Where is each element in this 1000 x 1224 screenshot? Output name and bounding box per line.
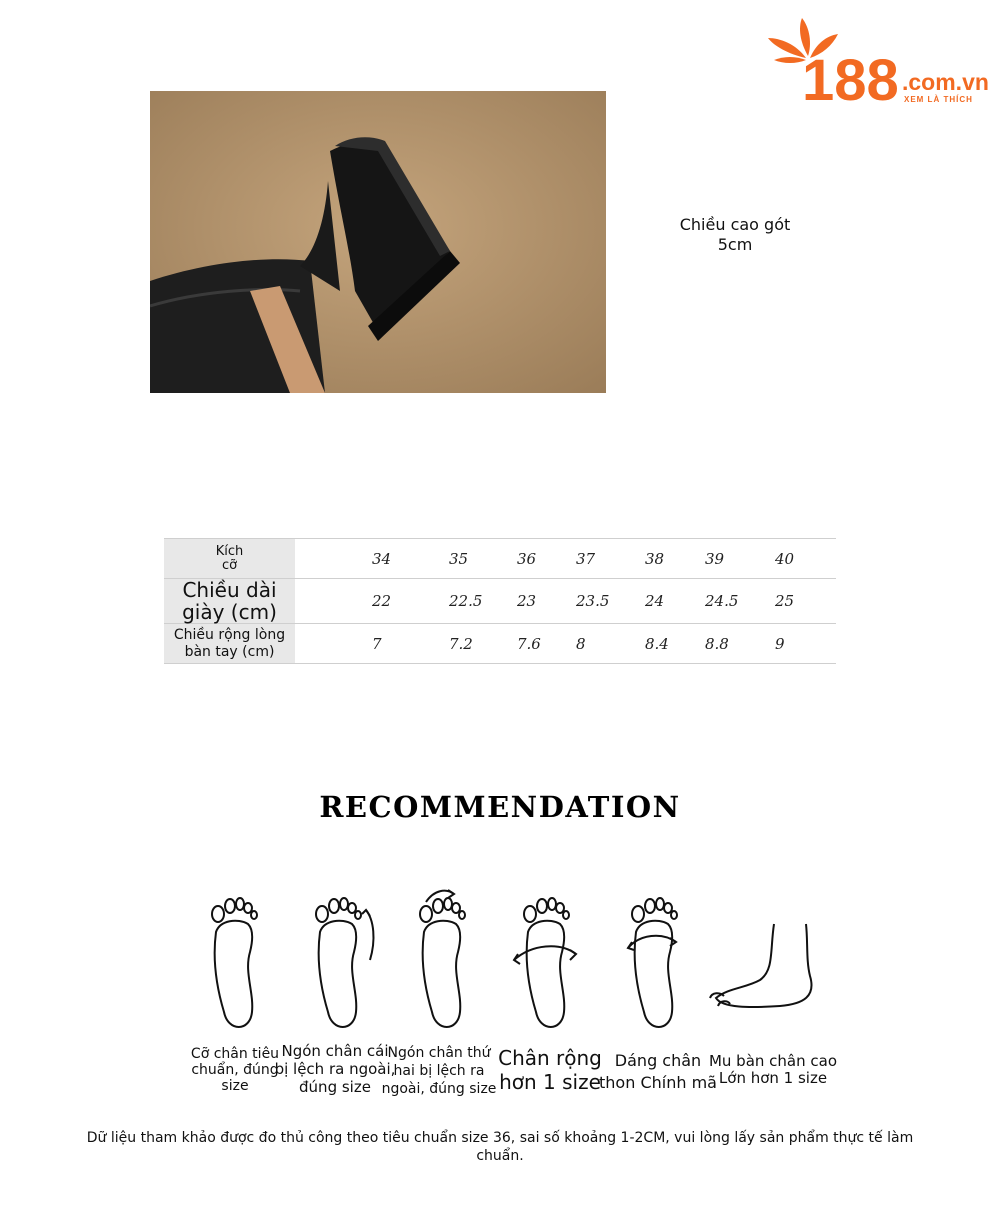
size-table [164,538,836,664]
table-cell: 22.5 [449,579,517,624]
table-row [164,624,836,664]
row-header-length: Chiều dài giày (cm) [164,579,295,624]
recommendation-title: RECOMMENDATION [319,790,681,824]
foot-slim-icon [628,898,677,1027]
brand-logo [766,14,992,106]
foot-standard-icon [212,898,257,1027]
table-cell: 8.4 [645,624,705,664]
caption-standard: Cỡ chân tiêu chuẩn, đúng size [190,1046,280,1094]
table-cell: 24.5 [705,579,775,624]
foot-big-toe-out-icon [316,898,373,1027]
table-cell: 7.2 [449,624,517,664]
caption-high-instep: Mu bàn chân cao Lớn hơn 1 size [708,1052,838,1087]
table-cell: 37 [576,539,645,579]
table-cell: 7 [295,624,449,664]
table-cell: 39 [705,539,775,579]
heel-height-value: 5cm [717,235,753,254]
table-cell: 35 [449,539,517,579]
measurement-note: Dữ liệu tham khảo được đo thủ công theo tiêu chuẩn size 36, sai số khoảng 1-2CM, vui lòng lấy sản phẩm thực tế làm chuẩn. [86,1130,914,1164]
row-header-size: Kích cỡ [164,539,295,579]
caption-wide: Chân rộng hơn 1 size [498,1046,602,1094]
heel-photo [150,91,606,393]
table-cell: 40 [775,539,836,579]
table-cell: 8 [576,624,645,664]
caption-second-toe-out: Ngón chân thứ hai bị lệch ra ngoài, đúng size [381,1045,497,1097]
table-cell: 38 [645,539,705,579]
caption-big-toe-out: Ngón chân cái bị lệch ra ngoài, đúng size [274,1042,396,1096]
table-cell: 23.5 [576,579,645,624]
foot-second-toe-out-icon [420,890,465,1027]
table-cell: 25 [775,579,836,624]
table-row [164,539,836,579]
heel-height-title: Chiều cao gót [679,215,791,234]
table-cell: 8.8 [705,624,775,664]
table-cell: 36 [517,539,576,579]
table-cell: 22 [295,579,449,624]
row-header-width: Chiều rộng lòng bàn tay (cm) [164,624,295,664]
table-row [164,579,836,624]
table-cell: 24 [645,579,705,624]
logo-domain: .com.vn [902,69,989,95]
logo-tagline: XEM LÀ THÍCH [904,95,973,104]
heel-height-label [650,215,820,255]
foot-wide-icon [514,898,576,1027]
table-cell: 9 [775,624,836,664]
caption-slim: Dáng chân thon Chính mã [599,1051,717,1092]
table-cell: 34 [295,539,449,579]
foot-high-instep-icon [710,924,812,1007]
logo-number: 188 [802,48,899,106]
foot-illustrations [180,880,840,1040]
table-cell: 7.6 [517,624,576,664]
table-cell: 23 [517,579,576,624]
